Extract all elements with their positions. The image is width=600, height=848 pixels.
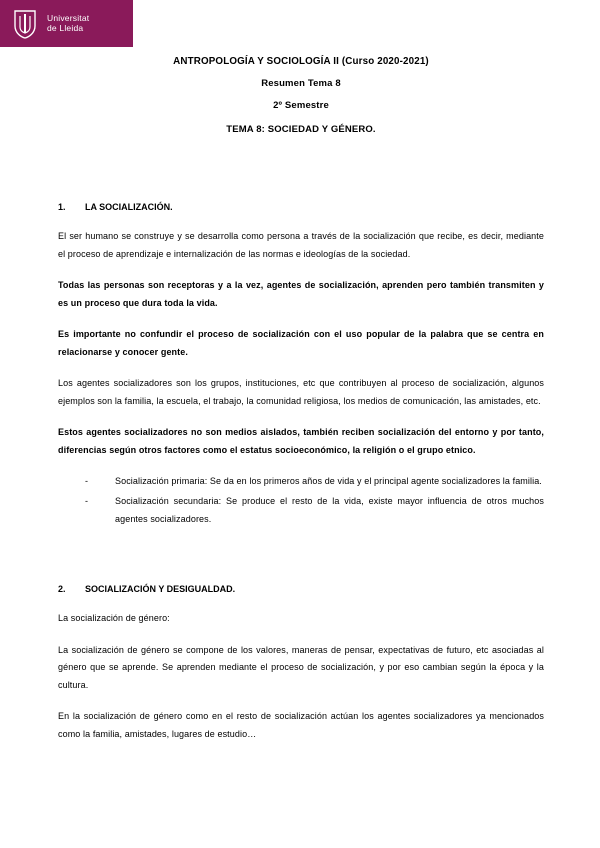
socialization-types-list — [58, 473, 544, 528]
list-item — [85, 473, 544, 491]
paragraph: El ser humano se construye y se desarrolla como persona a través de la socialización que recibe, es decir, mediante el proceso de aprendizaje e internalización de las normas e ideologías de la sociedad. — [58, 231, 544, 259]
section-spacer — [58, 542, 544, 584]
list-item-text: Socialización secundaria: Se produce el resto de la vida, existe mayor influencia de otros muchos agentes socializadores. — [115, 496, 544, 524]
paragraph: En la socialización de género como en el resto de socialización actúan los agentes socializadores ya mencionados como la familia, amistades, lugares de estudio… — [58, 711, 544, 739]
paragraph: Los agentes socializadores son los grupos, instituciones, etc que contribuyen al proceso de socialización, algunos ejemplos son la familia, la escuela, el trabajo, la comunidad religiosa, los medios de comunicación, las amistades, etc. — [58, 378, 544, 406]
dash-bullet-icon: - — [85, 496, 89, 507]
section-2-heading — [58, 584, 544, 594]
document-title-block — [58, 56, 544, 135]
summary-subtitle: Resumen Tema 8 — [261, 78, 341, 89]
course-title: ANTROPOLOGÍA Y SOCIOLOGÍA II (Curso 2020-2021) — [173, 56, 429, 67]
section-2-title: SOCIALIZACIÓN Y DESIGUALDAD. — [85, 584, 236, 595]
paragraph: Estos agentes socializadores no son medios aislados, también reciben socialización del entorno y por tanto, diferencias según otros factores como el estatus socioeconómico, la religión o el grupo etnico. — [58, 427, 544, 455]
topic-title: TEMA 8: SOCIEDAD Y GÉNERO. — [226, 124, 376, 135]
dash-bullet-icon: - — [85, 476, 89, 487]
document-body — [58, 52, 544, 757]
university-crest-icon — [12, 9, 38, 39]
paragraph: La socialización de género: — [58, 613, 170, 624]
paragraph: La socialización de género se compone de los valores, maneras de pensar, expectativas de futuro, etc asociadas al género que se aprende. Se aprenden mediante el proceso de socialización, y por eso cambian según la época y la cultura. — [58, 644, 544, 690]
semester-subtitle: 2º Semestre — [273, 100, 329, 111]
section-1-number: 1. — [58, 202, 66, 212]
paragraph: Es importante no confundir el proceso de socialización con el uso popular de la palabra que se centra en relacionarse y conocer gente. — [58, 329, 544, 357]
title-spacer — [58, 146, 544, 202]
university-name-line2: de Lleida — [47, 22, 84, 33]
section-2-number: 2. — [58, 584, 66, 595]
section-socializacion-y-desigualdad — [58, 584, 544, 743]
university-logo-band — [0, 0, 133, 47]
section-la-socializacion — [58, 202, 544, 528]
university-logo-text — [47, 14, 89, 34]
paragraph: Todas las personas son receptoras y a la vez, agentes de socialización, aprenden pero también transmiten y es un proceso que dura toda la vida. — [58, 280, 544, 308]
section-1-heading — [58, 202, 544, 212]
list-item — [85, 493, 544, 528]
list-item-text: Socialización primaria: Se da en los primeros años de vida y el principal agente socializadores la familia. — [115, 476, 542, 487]
section-1-title: LA SOCIALIZACIÓN. — [85, 202, 173, 212]
university-name-line1: Universitat — [47, 12, 90, 23]
